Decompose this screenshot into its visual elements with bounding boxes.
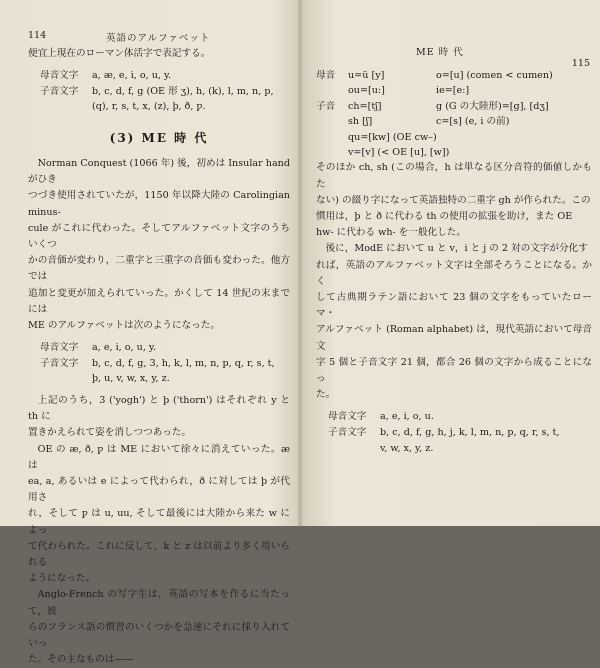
row-label: 母音文字 <box>40 70 79 82</box>
table-row <box>316 130 592 145</box>
row-continuation: þ, u, v, w, x, y, z. <box>92 373 170 385</box>
row-value: a, e, i, o, u. <box>380 411 434 423</box>
text-line: ME のアルファベットは次のようになった。 <box>28 320 220 332</box>
cell: qu=[kw] (OE cw–) <box>348 131 437 143</box>
text-line: 字 5 個と子音文字 21 個，都合 26 個の文字から成ることになっ <box>316 356 592 385</box>
modern-vowel-row <box>316 409 592 425</box>
spelling-table <box>316 68 592 160</box>
cell: sh [ʃ] <box>348 116 373 128</box>
oe-vowel-row <box>28 68 290 84</box>
me-consonant-row <box>28 356 290 372</box>
paragraph-4 <box>28 587 290 668</box>
table-row <box>316 145 592 160</box>
text-line: れば，英語のアルファベット文字は全部そろうことになる。かく <box>316 259 592 287</box>
row-label <box>316 83 348 98</box>
section-title: (3) ME 時 代 <box>109 130 209 145</box>
row-label: 母音 <box>316 70 336 81</box>
cell: ch=[tʃ] <box>348 100 382 112</box>
text-line: 慣用は，þ と ð に代わる th の使用の拡張を助け，また OE <box>316 211 573 223</box>
text-line: cule がこれに代わった。そしてアルファベット文字のうちいくつ <box>28 222 290 250</box>
text-line: て代わられた。これに反して，k と z は以前より多く用いられる <box>28 540 290 569</box>
row-label: 子音 <box>316 100 336 112</box>
row-label: 母音文字 <box>40 342 79 354</box>
right-page-number-row <box>316 58 592 74</box>
cell: ou=[u:] <box>348 85 385 97</box>
cell: u=ü [y] <box>348 70 385 81</box>
text-line: Norman Conquest (1066 年) 後，初めは Insular hand がひき <box>28 157 290 186</box>
running-head: ME 時 代 <box>416 47 464 58</box>
text-line: hw- に代わる wh- を一般化した。 <box>316 227 466 239</box>
row-value: b, c, d, f, g, 3, h, k, l, m, n, p, q, r, s, t, <box>92 357 275 369</box>
intro-line: 便宜上現在のローマン体活字で表記する。 <box>28 48 211 59</box>
row-continuation: v, w, x, y, z. <box>380 442 434 454</box>
left-header <box>28 30 290 46</box>
row-continuation: (q), r, s, t, x, (z), þ, ð, ƿ. <box>92 101 206 113</box>
text-line: 後に，ModE において u と v，i と j の 2 対の文字が分化す <box>325 243 588 255</box>
right-page <box>302 0 600 526</box>
page-number: 115 <box>571 58 590 69</box>
text-line: そのほか ch, sh (この場合，h は単なる区分音符的価値しかもた <box>316 162 592 190</box>
table-row <box>316 83 592 98</box>
cell: g (G の大陸形)=[g], [dʒ] <box>436 100 549 112</box>
text-line: 追加と変更が加えられていった。かくして 14 世紀の末までには <box>28 287 290 315</box>
row-label: 子音文字 <box>40 85 79 97</box>
paragraph-1 <box>28 156 290 334</box>
cell: c=[s] (e, i の前) <box>436 116 510 128</box>
modern-consonant-row <box>316 425 592 441</box>
row-value: a, e, i, o, u, y. <box>92 342 157 354</box>
cell: v=[v] (< OE [u], [w]) <box>348 147 450 159</box>
text-line: 上記のうち，3 ('yogh') と þ ('thorn') はそれぞれ y と th に <box>28 395 290 423</box>
text-line: ない) の綴り字になって英語独特の二重字 gh が作られた。この <box>316 194 591 206</box>
text-line: Anglo-French の写字生は，英語の写本を作るに当たって，彼 <box>28 589 290 617</box>
table-row <box>316 114 592 129</box>
text-line: ea, a, あるいは e によって代わられ，ð に対しては þ が代用さ <box>28 476 290 504</box>
page-number: 114 <box>28 30 47 41</box>
text-line: つづき使用されていたが，1150 年以降大陸の Carolingian minus- <box>28 190 290 218</box>
paragraph-3 <box>28 442 290 588</box>
row-label: 子音文字 <box>40 357 79 369</box>
text-line: らのフランス語の慣習のいくつかを急速にそれに採り入れていっ <box>28 621 290 650</box>
row-label <box>316 145 348 160</box>
row-value: b, c, d, f, g, h, j, k, l, m, n, p, q, r, s, t, <box>380 427 560 439</box>
text-line: た。その主なものは—— <box>28 654 134 666</box>
running-head: 英語のアルファベット <box>106 33 211 44</box>
text-line: かの音価が変わり，二重字と三重字の音価も変わった。他方では <box>28 255 290 283</box>
row-label <box>316 114 348 129</box>
paragraph-2 <box>28 393 290 442</box>
row-value: a, æ, e, i, o, u, y. <box>92 70 172 82</box>
cell: ie=[e:] <box>436 85 470 97</box>
text-line: 置きかえられて姿を消しつつあった。 <box>28 427 191 439</box>
row-label: 母音文字 <box>328 411 367 423</box>
paragraph-1 <box>316 160 592 241</box>
cell: o=[u] (comen < cumen) <box>436 70 553 81</box>
oe-consonant-row <box>28 84 290 100</box>
me-vowel-row <box>28 340 290 356</box>
table-row <box>316 99 592 114</box>
text-line: OE の æ, ð, ƿ は ME において徐々に消えていった。æ は <box>28 443 290 471</box>
row-value: b, c, d, f, g (OE 形 ʒ), h, (k), l, m, n, p, <box>92 85 274 97</box>
text-line: た。 <box>316 389 336 401</box>
row-label: 子音文字 <box>328 427 367 439</box>
text-line: ようになった。 <box>28 573 96 585</box>
left-page <box>0 0 298 666</box>
text-line: アルファベット (Roman alphabet) は，現代英語において母音文 <box>316 324 592 352</box>
row-label <box>316 130 348 145</box>
text-line: して古典期ラテン語において 23 個の文字をもっていたローマ・ <box>316 292 592 320</box>
text-line: れ，そして ƿ は u, uu, そして最後には大陸から来た w によっ <box>28 508 290 536</box>
paragraph-2 <box>316 241 592 403</box>
